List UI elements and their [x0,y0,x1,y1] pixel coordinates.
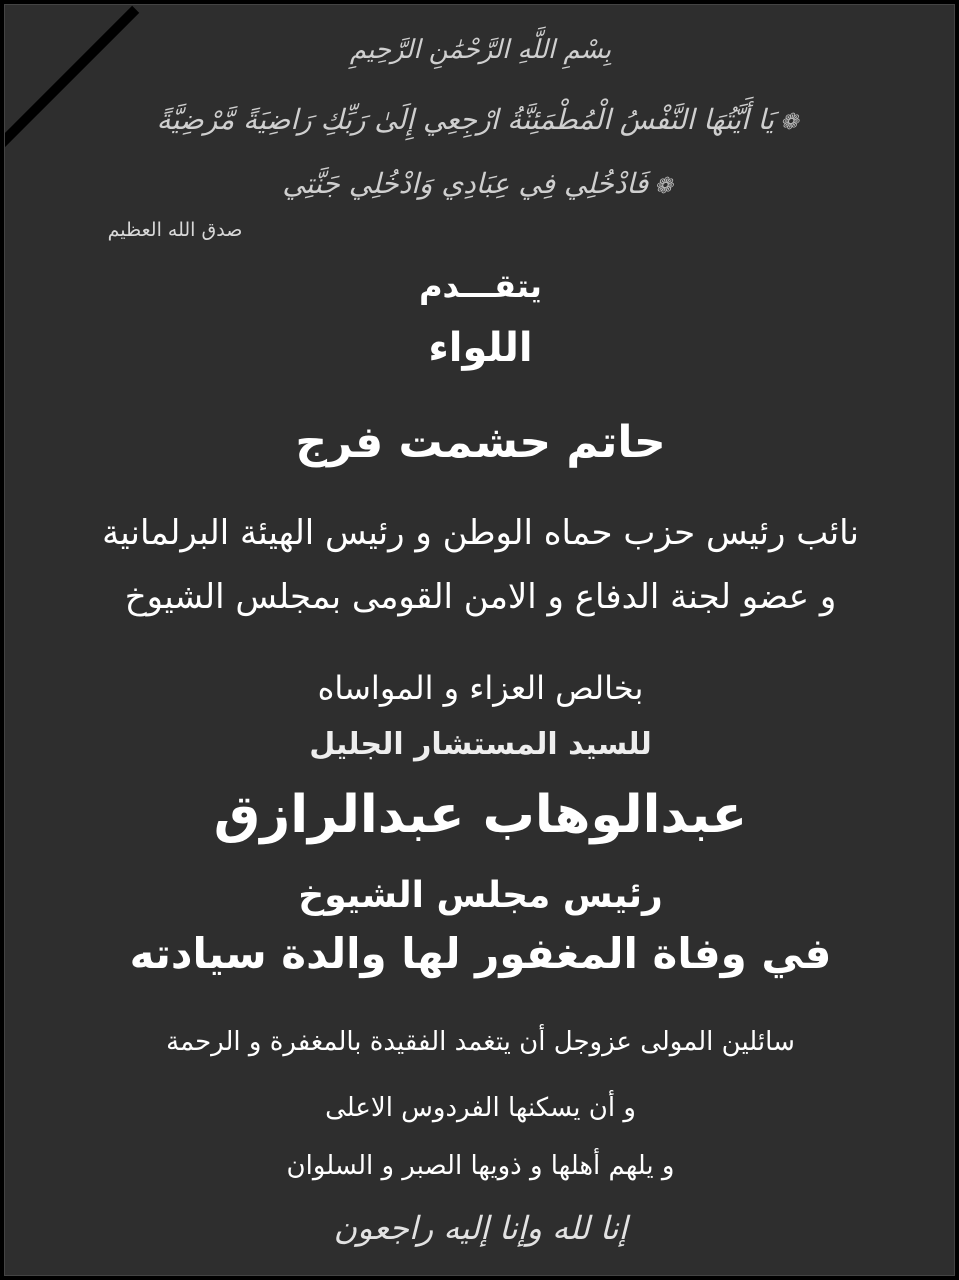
flower-ornament-icon: ❁ [779,110,799,135]
verse-line-2 [5,167,955,200]
recipient-name: عبدالوهاب عبدالرازق [213,785,748,845]
flower-ornament-icon: ❁ [654,174,673,199]
sender-title-line-1: نائب رئيس حزب حماه الوطن و رئيس الهيئة البرلمانية [102,513,859,553]
sender-title-line-2: و عضو لجنة الدفاع و الامن القومى بمجلس الشيوخ [124,577,837,617]
sadaq-text: صدق الله العظيم [107,219,243,241]
basmala: بِسْمِ اللَّهِ الرَّحْمَٰنِ الرَّحِيمِ [349,35,612,65]
condolence-line: بخالص العزاء و المواساه [317,669,644,707]
verse-line-1-text: يَا أَيَّتُهَا النَّفْسُ الْمُطْمَئِنَّةُ ارْجِعِي إِلَىٰ رَبِّكِ رَاضِيَةً مَّرْضِيَّةً [156,103,774,136]
verse-line-1 [5,103,955,136]
sender-rank: اللواء [428,325,533,371]
addressee-title: للسيد المستشار الجليل [309,727,652,762]
verse-line-2-text: فَادْخُلِي فِي عِبَادِي وَادْخُلِي جَنَّتِي [282,167,649,200]
occasion-text: في وفاة المغفور لها والدة سيادته [129,929,832,978]
sender-name: حاتم حشمت فرج [295,417,666,468]
prayer-line-1: سائلين المولى عزوجل أن يتغمد الفقيدة بالمغفرة و الرحمة [166,1027,795,1057]
closing-verse: إنا لله وإنا إليه راجعون [333,1209,628,1247]
condolence-card [4,4,955,1276]
recipient-title: رئيس مجلس الشيوخ [298,875,663,916]
intro-text: يتقـــدم [419,267,542,305]
prayer-line-2: و أن يسكنها الفردوس الاعلى [325,1093,636,1123]
prayer-line-3: و يلهم أهلها و ذويها الصبر و السلوان [286,1151,675,1181]
